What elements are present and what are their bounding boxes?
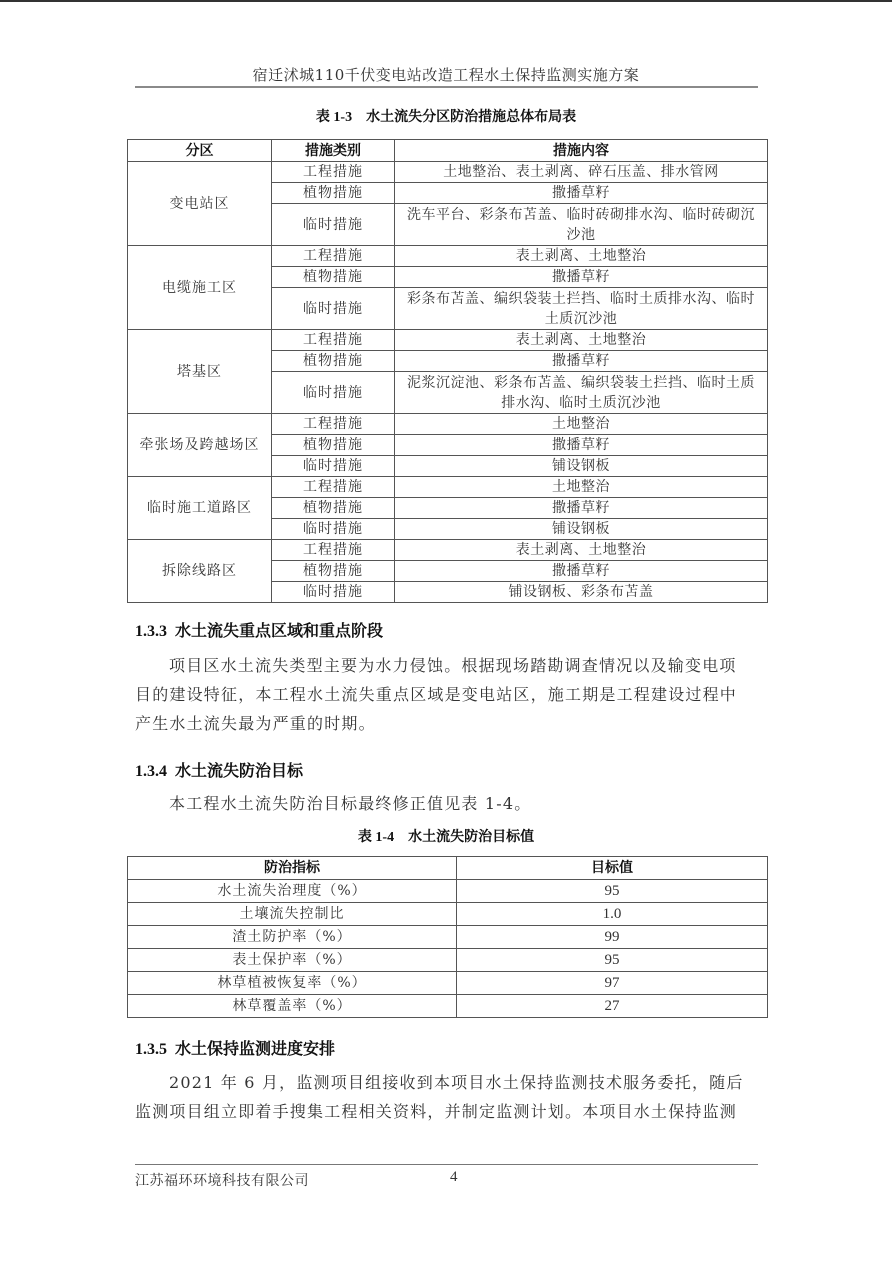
- measure-content-cell: 彩条布苫盖、编织袋装土拦挡、临时土质排水沟、临时土质沉沙池: [395, 288, 768, 330]
- table-row: [128, 540, 768, 561]
- zone-cell: 变电站区: [128, 162, 272, 246]
- page-top-edge: [0, 0, 892, 2]
- table-header-row: [128, 140, 768, 162]
- paragraph-line: 本工程水土流失防治目标最终修正值见表 1-4。: [169, 794, 532, 813]
- table-row: [128, 972, 768, 995]
- section-number: 1.3.5: [135, 1041, 167, 1058]
- measure-type-cell: 临时措施: [272, 204, 395, 246]
- section-title: 水土流失防治目标: [175, 761, 304, 780]
- header-rule: [135, 86, 758, 88]
- target-value-cell: 95: [457, 880, 768, 903]
- zone-cell: 电缆施工区: [128, 246, 272, 330]
- paragraph-line: 目的建设特征，本工程水土流失重点区域是变电站区，施工期是工程建设过程中: [135, 685, 738, 704]
- measure-content-cell: 撒播草籽: [395, 267, 768, 288]
- measure-type-cell: 工程措施: [272, 477, 395, 498]
- paragraph-line: 项目区水土流失类型主要为水力侵蚀。根据现场踏勘调查情况以及输变电项: [169, 656, 737, 675]
- measure-content-cell: 土地整治、表土剥离、碎石压盖、排水管网: [395, 162, 768, 183]
- measure-content-cell: 撒播草籽: [395, 435, 768, 456]
- running-header: 宿迁沭城110千伏变电站改造工程水土保持监测实施方案: [252, 66, 640, 84]
- section-heading-1-3-5: [135, 1036, 335, 1059]
- measure-type-cell: 工程措施: [272, 162, 395, 183]
- indicator-cell: 土壤流失控制比: [128, 903, 457, 926]
- measure-content-cell: 表土剥离、土地整治: [395, 540, 768, 561]
- indicator-cell: 林草覆盖率（%）: [128, 995, 457, 1018]
- measure-type-cell: 植物措施: [272, 498, 395, 519]
- table-1-3: [127, 139, 768, 603]
- measure-type-cell: 临时措施: [272, 288, 395, 330]
- measure-content-cell: 铺设钢板、彩条布苫盖: [395, 582, 768, 603]
- zone-cell: 牵张场及跨越场区: [128, 414, 272, 477]
- footer-rule: [135, 1164, 758, 1165]
- measure-content-cell: 泥浆沉淀池、彩条布苫盖、编织袋装土拦挡、临时土质排水沟、临时土质沉沙池: [395, 372, 768, 414]
- zone-cell: 临时施工道路区: [128, 477, 272, 540]
- measure-content-cell: 撒播草籽: [395, 498, 768, 519]
- table-1-3-caption: [0, 106, 892, 126]
- measure-content-cell: 表土剥离、土地整治: [395, 246, 768, 267]
- column-header-measure-content: 措施内容: [395, 140, 768, 162]
- measure-type-cell: 临时措施: [272, 456, 395, 477]
- column-header-measure-type: 措施类别: [272, 140, 395, 162]
- paragraph-line: 监测项目组立即着手搜集工程相关资料，并制定监测计划。本项目水土保持监测: [135, 1102, 738, 1121]
- measure-type-cell: 临时措施: [272, 582, 395, 603]
- table-1-4-caption-number: 表 1-4: [357, 830, 395, 845]
- table-row: [128, 162, 768, 183]
- table-row: [128, 477, 768, 498]
- measure-type-cell: 工程措施: [272, 330, 395, 351]
- footer-company: 江苏福环环境科技有限公司: [135, 1173, 309, 1189]
- table-row: [128, 995, 768, 1018]
- section-number: 1.3.4: [135, 763, 167, 780]
- table-row: [128, 880, 768, 903]
- target-value-cell: 95: [457, 949, 768, 972]
- indicator-cell: 水土流失治理度（%）: [128, 880, 457, 903]
- section-heading-1-3-4: [135, 758, 303, 781]
- table-row: [128, 949, 768, 972]
- table-1-4-caption-title: 水土流失防治目标值: [408, 829, 535, 845]
- table-row: [128, 414, 768, 435]
- table-header-row: [128, 857, 768, 880]
- section-title: 水土流失重点区域和重点阶段: [175, 621, 384, 640]
- paragraph-line: 2021 年 6 月，监测项目组接收到本项目水土保持监测技术服务委托，随后: [169, 1073, 744, 1092]
- indicator-cell: 渣土防护率（%）: [128, 926, 457, 949]
- measure-content-cell: 撒播草籽: [395, 183, 768, 204]
- column-header-zone: 分区: [128, 140, 272, 162]
- measure-content-cell: 铺设钢板: [395, 519, 768, 540]
- paragraph-line: 产生水土流失最为严重的时期。: [135, 714, 376, 733]
- target-value-cell: 99: [457, 926, 768, 949]
- measure-content-cell: 撒播草籽: [395, 351, 768, 372]
- table-row: [128, 926, 768, 949]
- table-row: [128, 903, 768, 926]
- section-number: 1.3.3: [135, 623, 167, 640]
- section-heading-1-3-3: [135, 618, 383, 641]
- table-row: [128, 246, 768, 267]
- measure-type-cell: 临时措施: [272, 519, 395, 540]
- measure-content-cell: 土地整治: [395, 414, 768, 435]
- target-value-cell: 97: [457, 972, 768, 995]
- measure-type-cell: 工程措施: [272, 540, 395, 561]
- column-header-target-value: 目标值: [457, 857, 768, 880]
- indicator-cell: 林草植被恢复率（%）: [128, 972, 457, 995]
- measure-content-cell: 铺设钢板: [395, 456, 768, 477]
- indicator-cell: 表土保护率（%）: [128, 949, 457, 972]
- measure-type-cell: 工程措施: [272, 414, 395, 435]
- table-1-3-caption-number: 表 1-3: [315, 110, 353, 125]
- target-value-cell: 1.0: [457, 903, 768, 926]
- section-title: 水土保持监测进度安排: [175, 1039, 336, 1058]
- measure-type-cell: 植物措施: [272, 561, 395, 582]
- table-1-4: [127, 856, 768, 1018]
- table-1-4-caption: [0, 826, 892, 846]
- paragraph-1-3-5: [135, 1068, 758, 1126]
- paragraph-1-3-4: [135, 789, 758, 818]
- table-row: [128, 330, 768, 351]
- measure-type-cell: 植物措施: [272, 183, 395, 204]
- measure-type-cell: 临时措施: [272, 372, 395, 414]
- zone-cell: 塔基区: [128, 330, 272, 414]
- table-1-3-caption-title: 水土流失分区防治措施总体布局表: [366, 109, 577, 125]
- column-header-indicator: 防治指标: [128, 857, 457, 880]
- target-value-cell: 27: [457, 995, 768, 1018]
- measure-type-cell: 工程措施: [272, 246, 395, 267]
- measure-type-cell: 植物措施: [272, 435, 395, 456]
- measure-type-cell: 植物措施: [272, 351, 395, 372]
- measure-content-cell: 撒播草籽: [395, 561, 768, 582]
- page-number: 4: [450, 1169, 458, 1185]
- measure-content-cell: 表土剥离、土地整治: [395, 330, 768, 351]
- paragraph-1-3-3: [135, 651, 758, 738]
- measure-content-cell: 土地整治: [395, 477, 768, 498]
- zone-cell: 拆除线路区: [128, 540, 272, 603]
- measure-type-cell: 植物措施: [272, 267, 395, 288]
- measure-content-cell: 洗车平台、彩条布苫盖、临时砖砌排水沟、临时砖砌沉沙池: [395, 204, 768, 246]
